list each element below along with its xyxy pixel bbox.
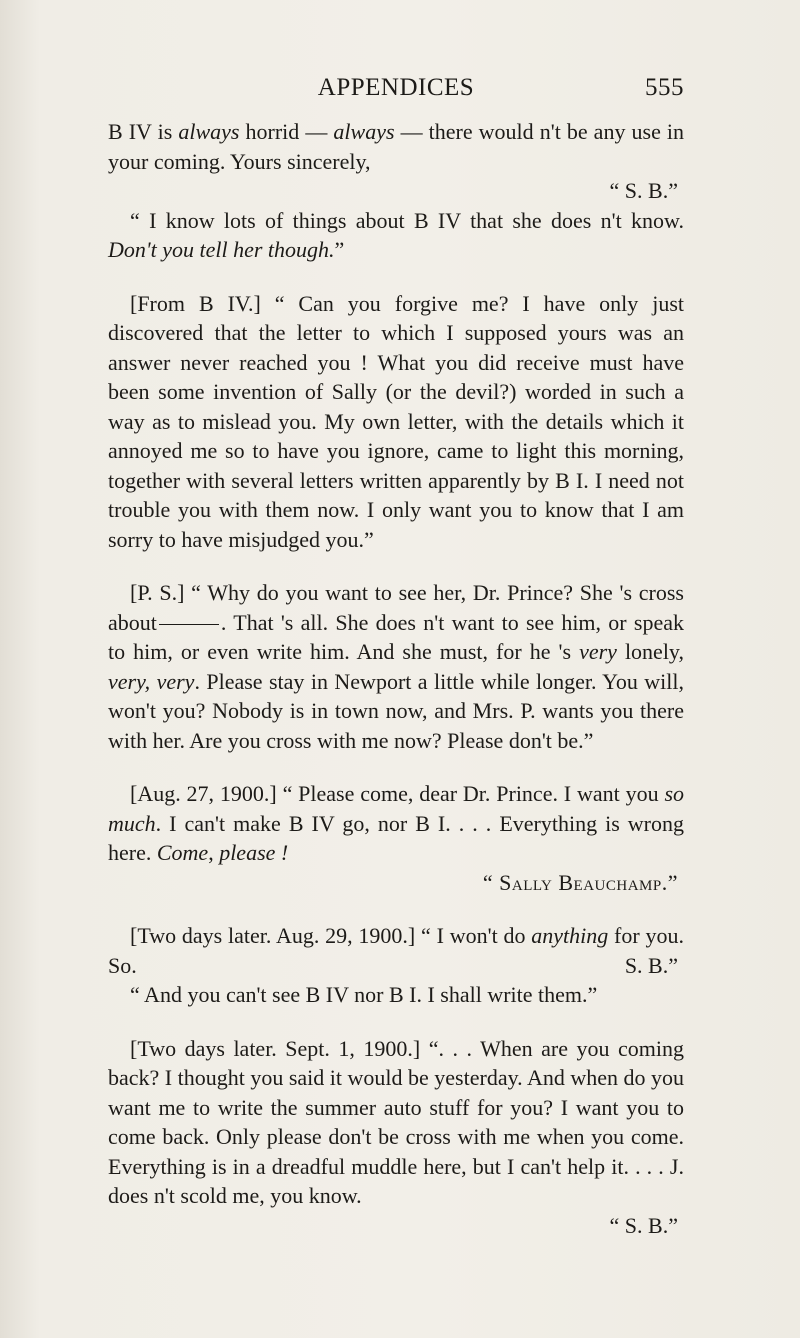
signature: “ Sally Beauchamp.” bbox=[482, 869, 678, 895]
letter-paragraph: “ And you can't see B IV nor B I. I shall write them.” bbox=[130, 982, 598, 1007]
letter-paragraph: [Two days later. Aug. 29, 1900.] “ I won't do anything for you. So. S. B.” bbox=[108, 921, 684, 980]
page-header bbox=[108, 74, 684, 102]
letter-paragraph: [P. S.] “ Why do you want to see her, Dr. Prince? She 's cross about . That 's all. She does n't want to see him, or speak to him, or even write him. And she must, for he 's very lonely, very, very. Please stay in Newport a little while longer. You will, won't you? Nobody is in town now, and Mrs. P. wants you there with her. Are you cross with me now? Please don't be.” bbox=[108, 580, 684, 753]
page-number: 555 bbox=[645, 74, 684, 101]
running-head: APPENDICES bbox=[317, 74, 475, 101]
body-text bbox=[108, 117, 684, 1240]
letter-paragraph: [Aug. 27, 1900.] “ Please come, dear Dr. Prince. I want you so much. I can't make B IV go, nor B I. . . . Everything is wrong here. Come, please ! bbox=[108, 781, 684, 865]
letter-paragraph: “ I know lots of things about B IV that she does n't know. Don't you tell her though.” bbox=[108, 207, 684, 262]
signature: S. B.” bbox=[624, 952, 678, 978]
em-dash-rule bbox=[159, 624, 219, 625]
signature: “ S. B.” bbox=[609, 178, 678, 203]
letter-paragraph: [Two days later. Sept. 1, 1900.] “. . . When are you coming back? I thought you said it would be yesterday. And when do you want me to write the summer auto stuff for you? I want you to come back. Only please don't be cross with me when you come. Everything is in a dreadful muddle here, but I can't help it. . . . J. does n't scold me, you know. bbox=[108, 1035, 684, 1208]
letter-paragraph: B IV is always horrid — always — there would n't be any use in your coming. Yours sincerely, bbox=[108, 119, 684, 174]
signature: “ S. B.” bbox=[609, 1212, 678, 1238]
letter-paragraph: [From B IV.] “ Can you forgive me? I have only just discovered that the letter to which I supposed yours was an answer never reached you ! What you did receive must have been some invention of Sally (or the devil?) worded in such a way as to mislead you. My own letter, with the details which it annoyed me so to have you ignore, came to light this morning, together with several letters written apparently by B I. I need not trouble you with them now. I only want you to know that I am sorry to have misjudged you.” bbox=[108, 290, 684, 552]
